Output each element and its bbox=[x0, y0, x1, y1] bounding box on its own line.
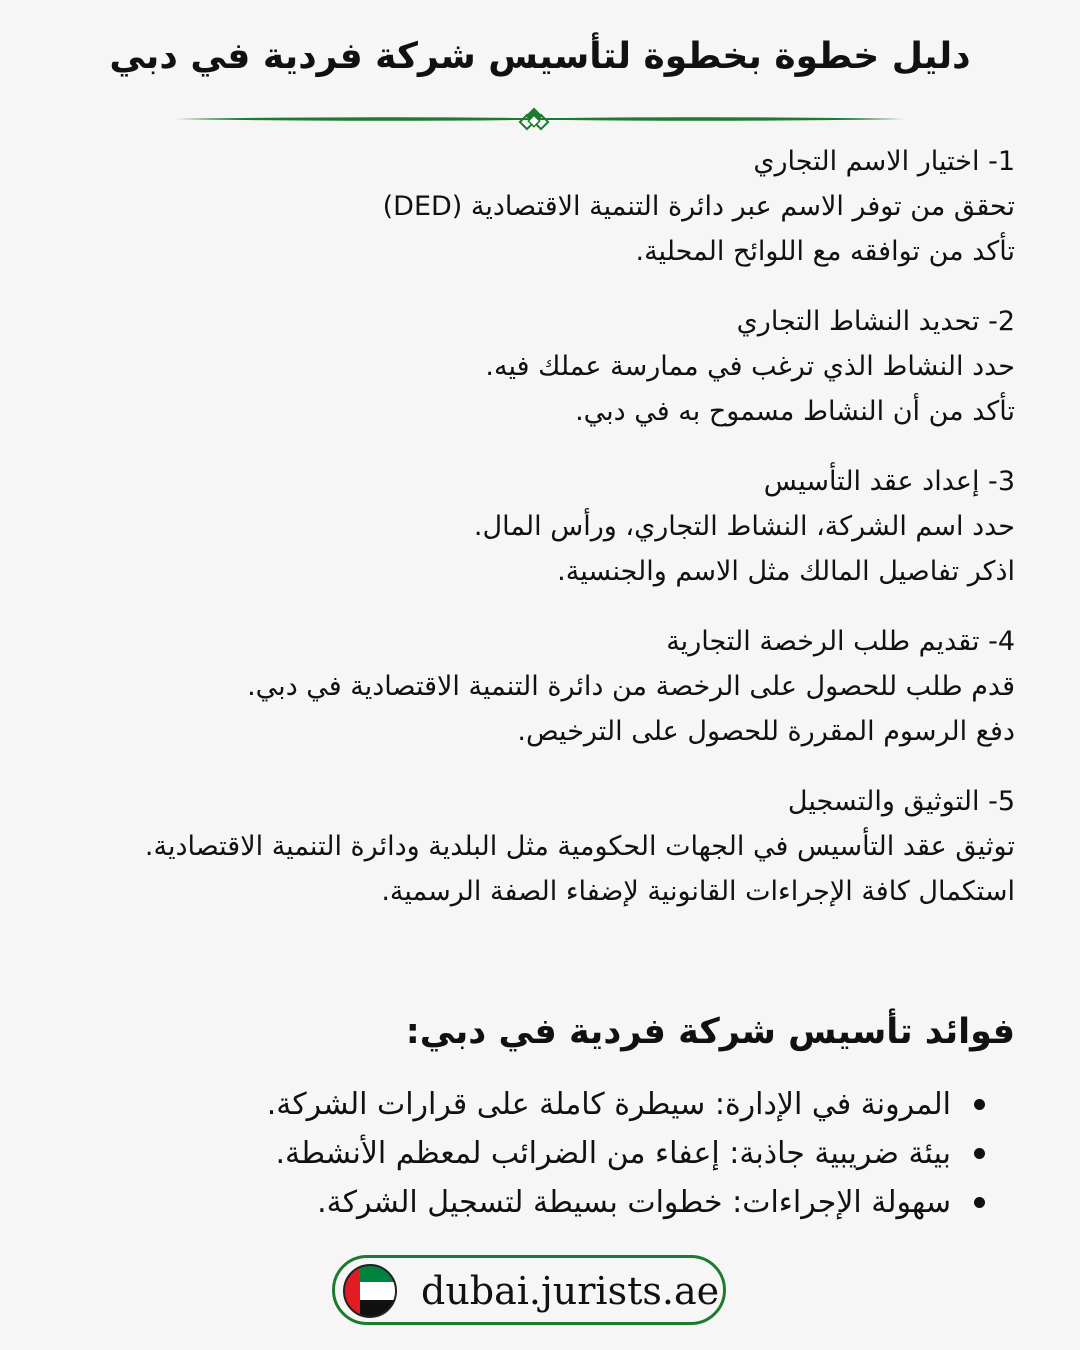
step-line: استكمال كافة الإجراءات القانونية لإضفاء الصفة الرسمية. bbox=[381, 876, 1015, 907]
step-4 bbox=[90, 620, 1015, 754]
bullet-icon bbox=[974, 1197, 985, 1208]
step-line: اذكر تفاصيل المالك مثل الاسم والجنسية. bbox=[557, 556, 1015, 587]
step-line: حدد النشاط الذي ترغب في ممارسة عملك فيه. bbox=[485, 351, 1015, 382]
step-line: تأكد من توافقه مع اللوائح المحلية. bbox=[635, 236, 1015, 267]
step-line: تأكد من أن النشاط مسموح به في دبي. bbox=[575, 396, 1015, 427]
benefit-item bbox=[90, 1178, 985, 1227]
benefit-text: سهولة الإجراءات: خطوات بسيطة لتسجيل الشركة. bbox=[317, 1185, 951, 1220]
step-heading: 4- تقديم طلب الرخصة التجارية bbox=[666, 626, 1015, 657]
step-1 bbox=[90, 140, 1015, 274]
step-3 bbox=[90, 460, 1015, 594]
steps-list bbox=[90, 140, 1015, 940]
benefit-text: المرونة في الإدارة: سيطرة كاملة على قرارات الشركة. bbox=[266, 1087, 951, 1122]
step-line: تحقق من توفر الاسم عبر دائرة التنمية الاقتصادية (DED) bbox=[382, 191, 1015, 222]
bullet-icon bbox=[974, 1099, 985, 1110]
benefits-title: فوائد تأسيس شركة فردية في دبي: bbox=[405, 1012, 1015, 1052]
step-2 bbox=[90, 300, 1015, 434]
benefits-list bbox=[90, 1080, 985, 1227]
website-badge[interactable] bbox=[332, 1255, 726, 1325]
step-line: دفع الرسوم المقررة للحصول على الترخيص. bbox=[517, 716, 1015, 747]
uae-flag-icon bbox=[341, 1263, 399, 1319]
step-heading: 3- إعداد عقد التأسيس bbox=[763, 466, 1015, 497]
step-heading: 2- تحديد النشاط التجاري bbox=[736, 306, 1015, 337]
benefit-text: بيئة ضريبية جاذبة: إعفاء من الضرائب لمعظم الأنشطة. bbox=[275, 1136, 951, 1171]
step-5 bbox=[90, 780, 1015, 914]
bullet-icon bbox=[974, 1148, 985, 1159]
step-line: حدد اسم الشركة، النشاط التجاري، ورأس المال. bbox=[473, 511, 1015, 542]
website-url[interactable]: dubai.jurists.ae bbox=[421, 1269, 720, 1313]
step-heading: 1- اختيار الاسم التجاري bbox=[753, 146, 1015, 177]
benefit-item bbox=[90, 1080, 985, 1129]
step-line: توثيق عقد التأسيس في الجهات الحكومية مثل البلدية ودائرة التنمية الاقتصادية. bbox=[144, 831, 1015, 862]
step-line: قدم طلب للحصول على الرخصة من دائرة التنمية الاقتصادية في دبي. bbox=[247, 671, 1015, 702]
step-heading: 5- التوثيق والتسجيل bbox=[787, 786, 1015, 817]
benefit-item bbox=[90, 1129, 985, 1178]
page-title: دليل خطوة بخطوة لتأسيس شركة فردية في دبي bbox=[109, 36, 971, 77]
ornament-divider-icon bbox=[175, 106, 905, 132]
